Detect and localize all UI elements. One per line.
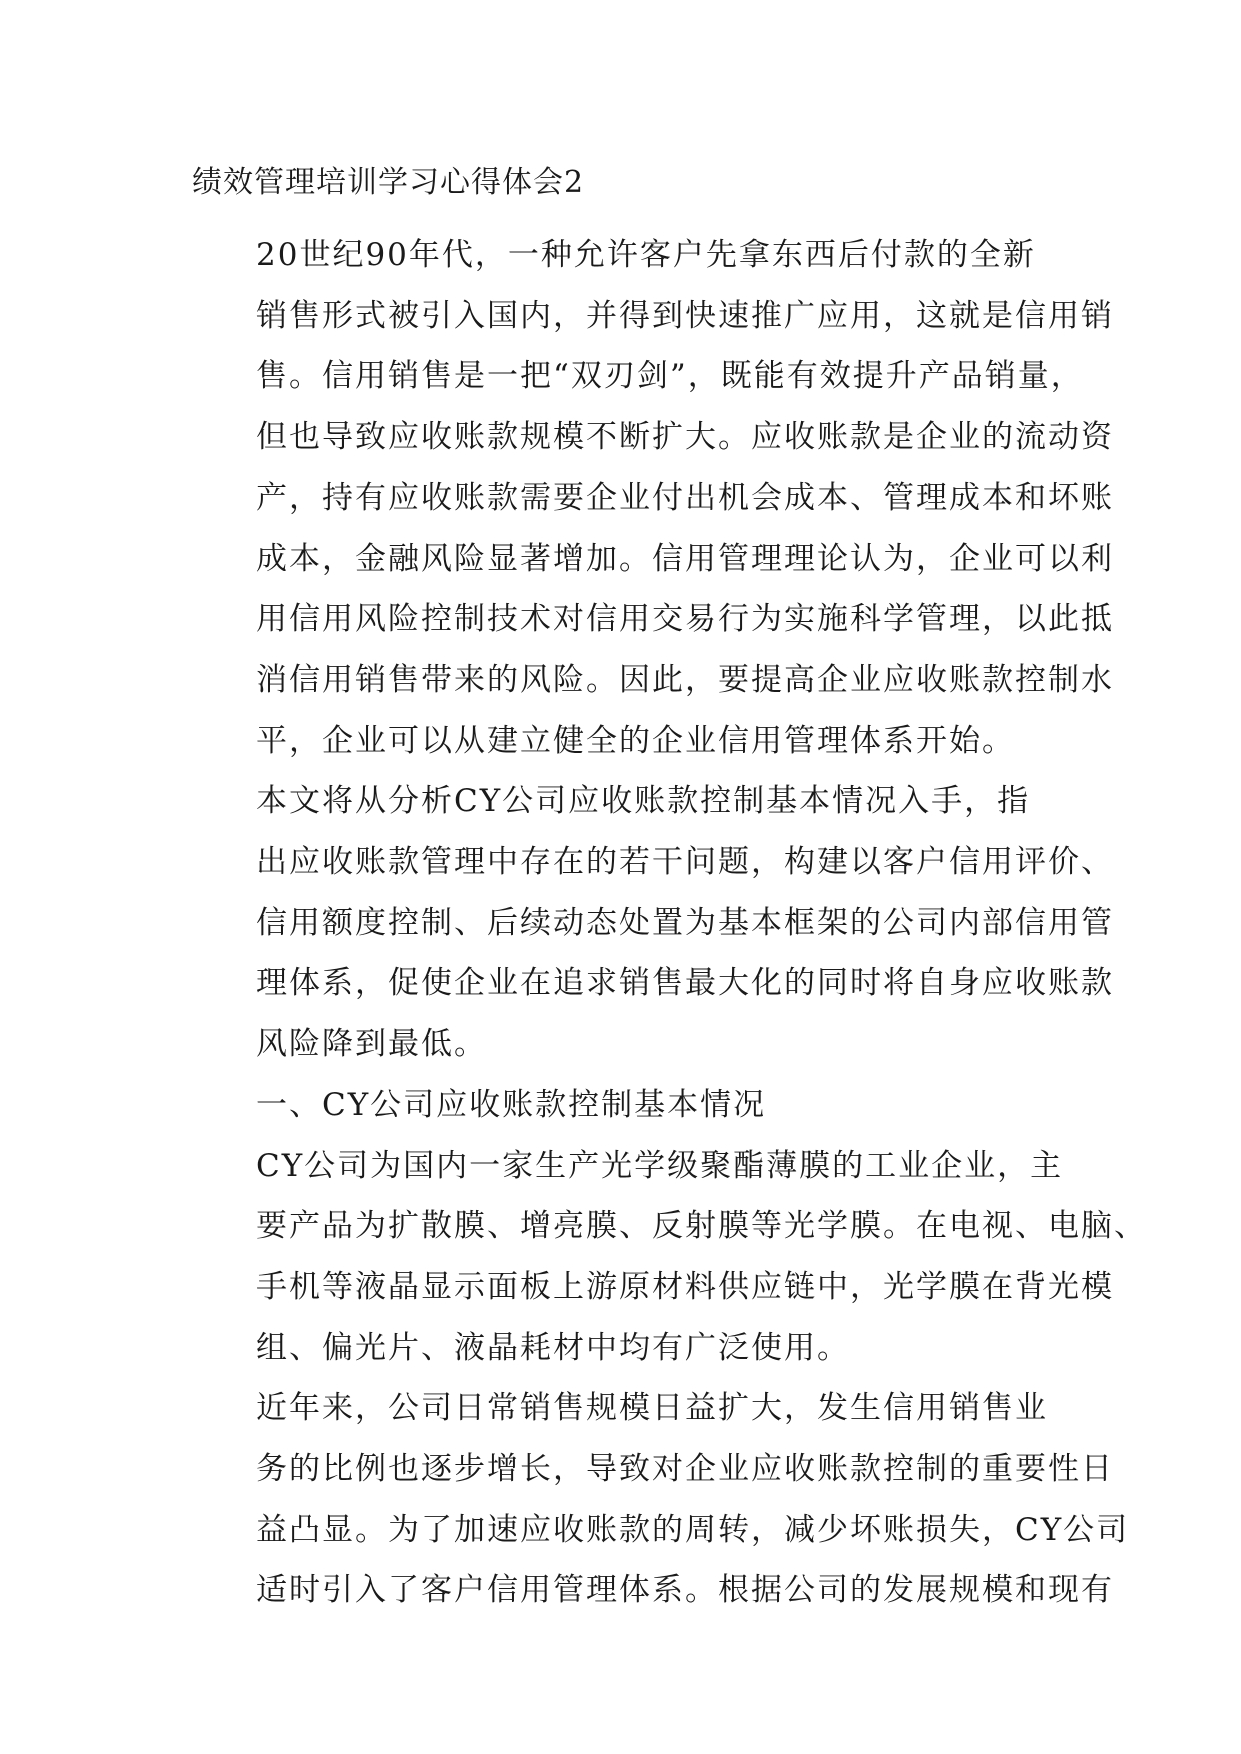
paragraph-intro: [192, 225, 1114, 771]
document-body: [192, 163, 1147, 1621]
text-line: 适时引入了客户信用管理体系。根据公司的发展规模和现有: [256, 1572, 1114, 1609]
text-line: 出应收账款管理中存在的若干问题，构建以客户信用评价、: [256, 844, 1114, 881]
text-line: 销售形式被引入国内，并得到快速推广应用，这就是信用销: [256, 297, 1114, 334]
text-line: 成本，金融风险显著增加。信用管理理论认为，企业可以利: [256, 540, 1114, 577]
section-heading: [192, 1075, 1052, 1136]
text-line: 手机等液晶显示面板上游原材料供应链中，光学膜在背光模: [256, 1268, 1114, 1305]
text-line: 风险降到最低。: [256, 1026, 487, 1063]
text-line: 消信用销售带来的风险。因此，要提高企业应收账款控制水: [256, 661, 1114, 698]
text-line: 务的比例也逐步增长，导致对企业应收账款控制的重要性日: [256, 1451, 1114, 1488]
paragraph-recent: [192, 1378, 1130, 1621]
text-line: 用信用风险控制技术对信用交易行为实施科学管理，以此抵: [256, 601, 1114, 638]
text-line: 理体系，促使企业在追求销售最大化的同时将自身应收账款: [256, 965, 1114, 1002]
text-line: 本文将从分析CY公司应收账款控制基本情况入手，指: [256, 783, 1031, 820]
document-title: 绩效管理培训学习心得体会2: [192, 165, 585, 200]
text-line: 一、CY公司应收账款控制基本情况: [256, 1086, 767, 1123]
paragraph-company: [192, 1136, 1147, 1379]
text-line: 产，持有应收账款需要企业付出机会成本、管理成本和坏账: [256, 479, 1114, 516]
text-line: 近年来，公司日常销售规模日益扩大，发生信用销售业: [256, 1390, 1048, 1427]
text-line: 但也导致应收账款规模不断扩大。应收账款是企业的流动资: [256, 419, 1114, 456]
text-line: CY公司为国内一家生产光学级聚酯薄膜的工业企业，主: [256, 1147, 1064, 1184]
text-line: 20世纪90年代，一种允许客户先拿东西后付款的全新: [256, 237, 1036, 273]
text-line: 平，企业可以从建立健全的企业信用管理体系开始。: [256, 722, 1015, 759]
text-line: 信用额度控制、后续动态处置为基本框架的公司内部信用管: [256, 904, 1114, 941]
text-line: 要产品为扩散膜、增亮膜、反射膜等光学膜。在电视、电脑、: [256, 1208, 1147, 1245]
text-line: 售。信用销售是一把“双刃剑”，既能有效提升产品销量，: [256, 358, 1084, 395]
text-line: 益凸显。为了加速应收账款的周转，减少坏账损失，CY公司: [256, 1511, 1130, 1548]
text-line: 组、偏光片、液晶耗材中均有广泛使用。: [256, 1329, 850, 1366]
paragraph-outline: [192, 771, 1114, 1075]
